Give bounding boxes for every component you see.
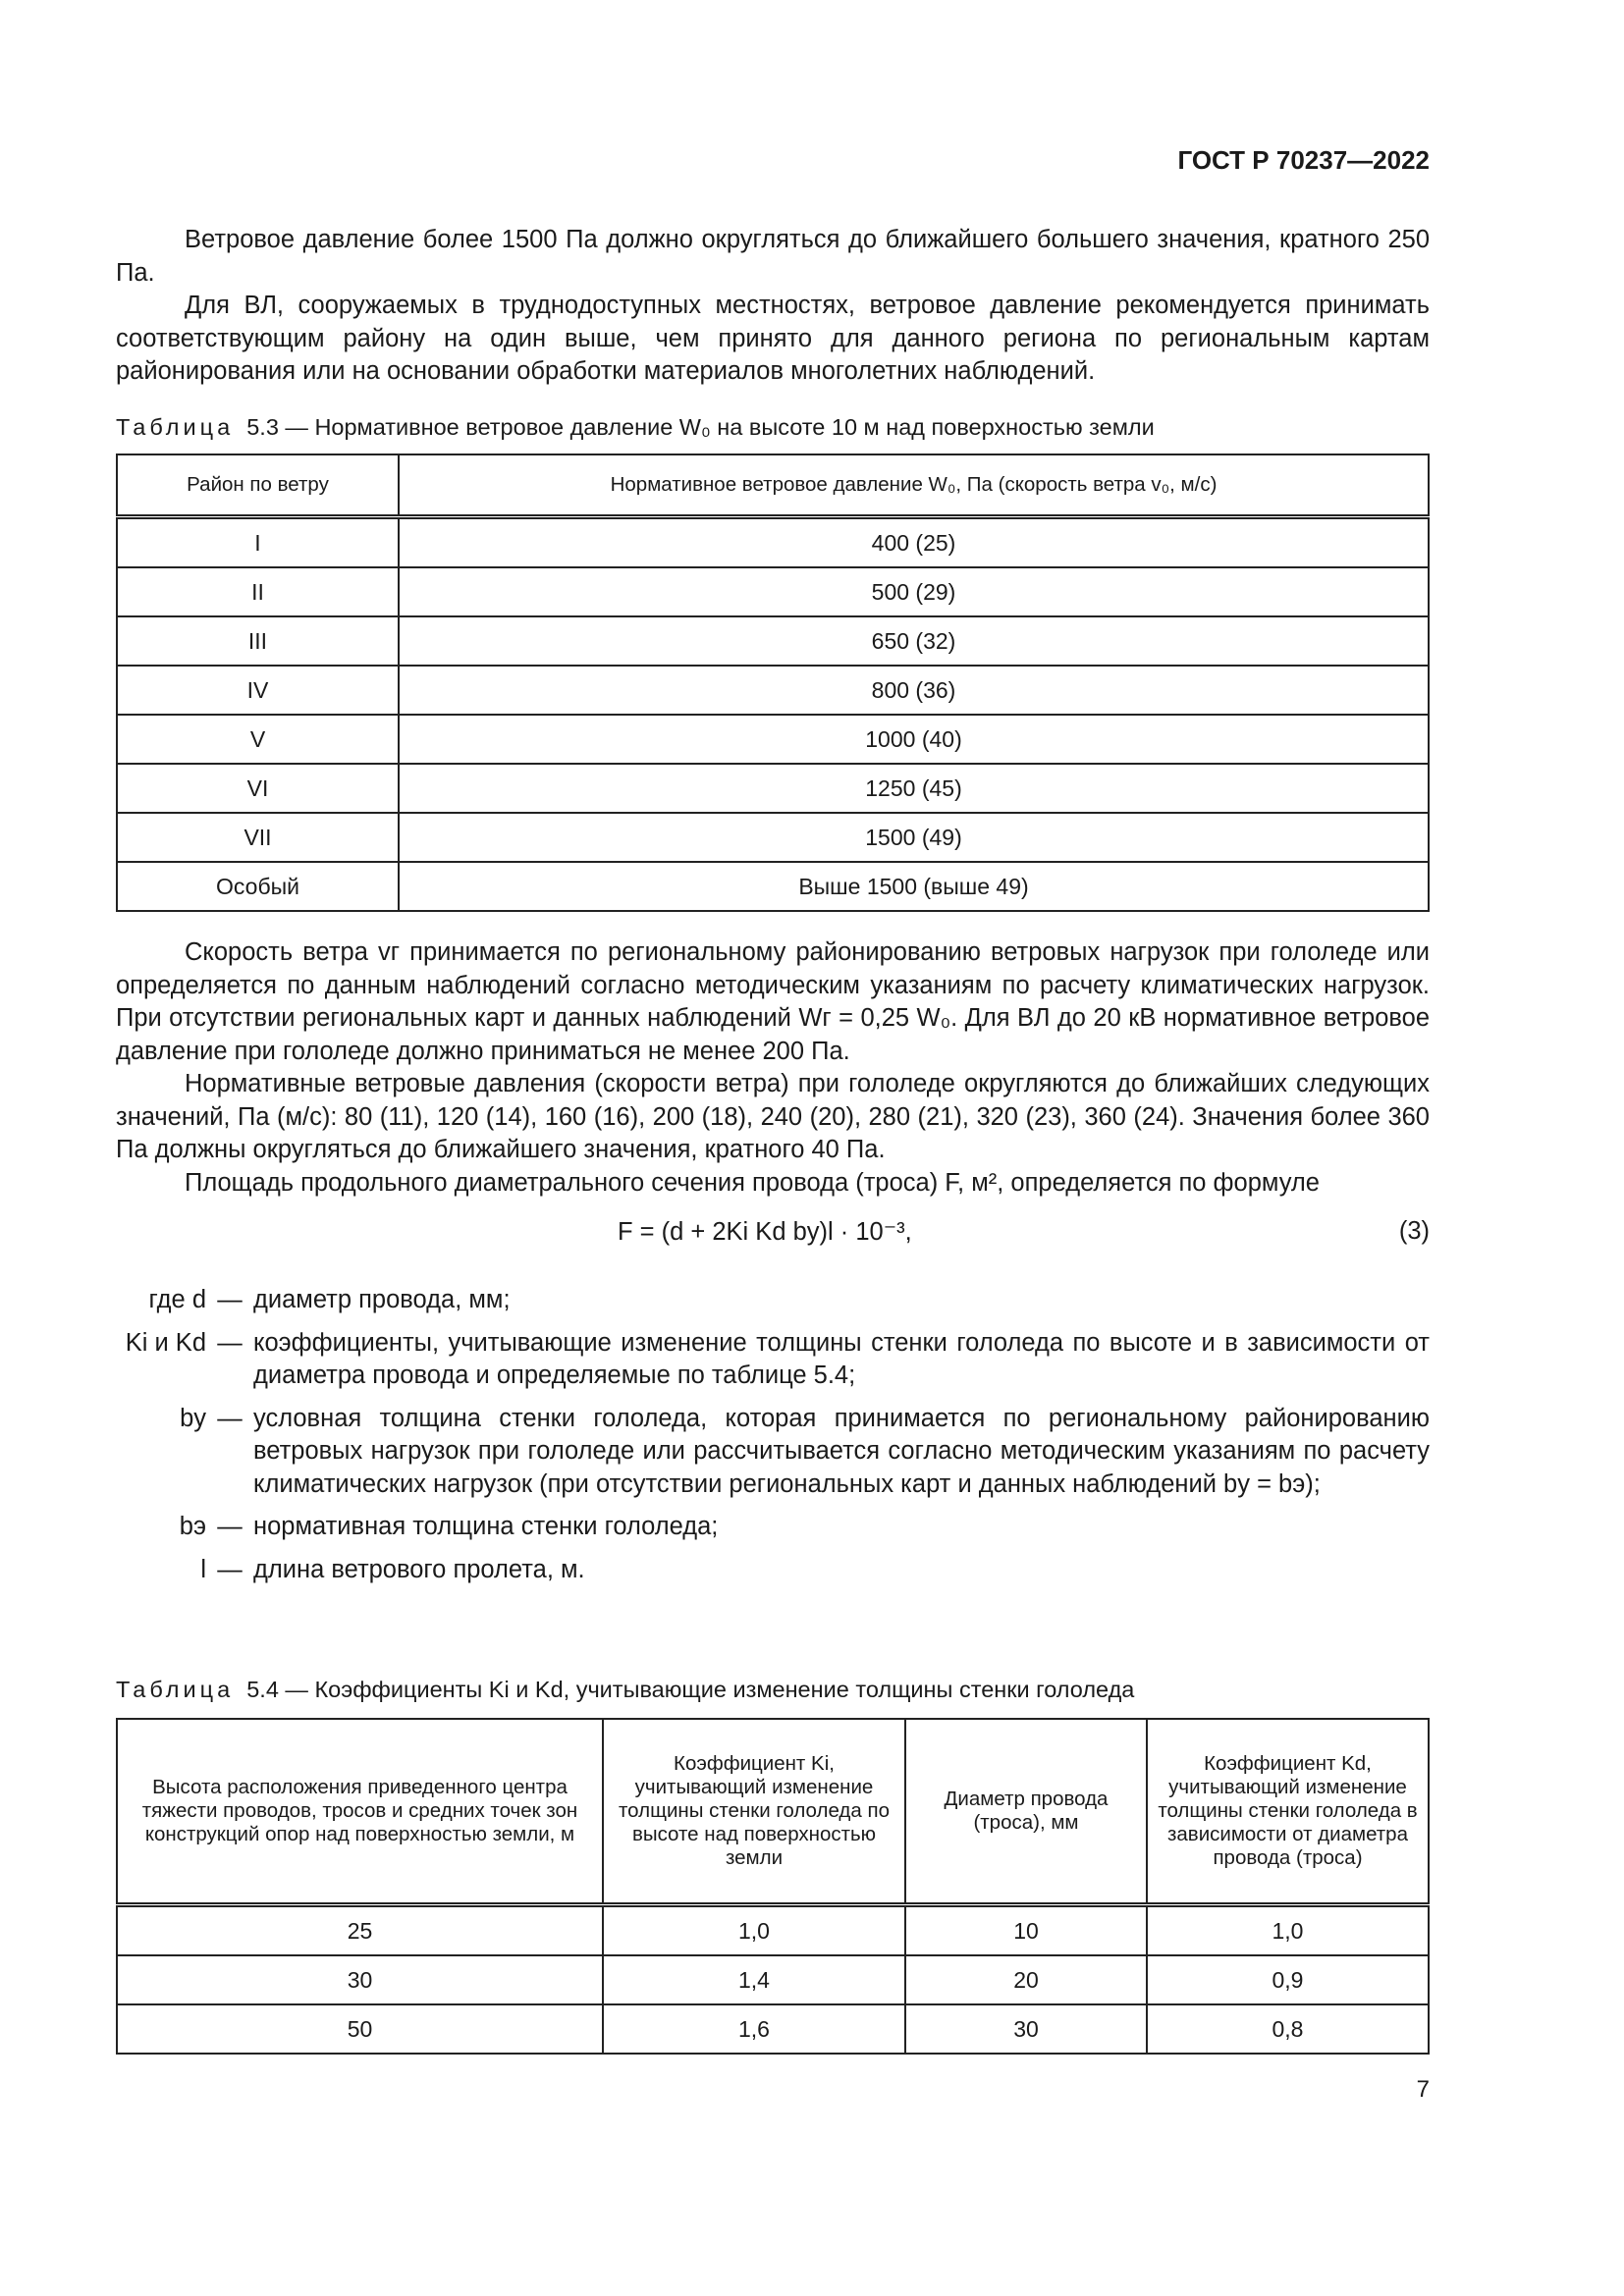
header-cell: Диаметр провода (троса), мм xyxy=(905,1719,1147,1905)
table-row xyxy=(117,1905,1429,1956)
caption-text: 5.4 — Коэффициенты Ki и Kd, учитывающие изменение толщины стенки гололеда xyxy=(246,1677,1135,1702)
table-cell: II xyxy=(117,567,399,616)
table-cell: 1000 (40) xyxy=(399,715,1429,764)
table-cell: 500 (29) xyxy=(399,567,1429,616)
table-cell: 800 (36) xyxy=(399,666,1429,715)
header-cell: Нормативное ветровое давление W₀, Па (скорость ветра v₀, м/с) xyxy=(399,454,1429,517)
table-cell: Особый xyxy=(117,862,399,911)
definition-item xyxy=(116,1403,1430,1502)
definition-dash: — xyxy=(217,1555,243,1583)
table-row xyxy=(117,517,1429,568)
definition-dash: — xyxy=(217,1328,243,1357)
paragraph: Нормативные ветровые давления (скорости ветра) при гололеде округляются до ближайших следующих значений, Па (м/с): 80 (11), 120 (14), 160 (16), 200 (18), 240 (20), 280 (21), 320 (23), 360 (24). Значения более 360 Па должны округляться до ближайшего значения, кратного 40 Па. xyxy=(116,1070,1430,1163)
caption-text: 5.3 — Нормативное ветровое давление W₀ на высоте 10 м над поверхностью земли xyxy=(246,414,1155,440)
definition-text: длина ветрового пролета, м. xyxy=(253,1555,585,1583)
definition-text: условная толщина стенки гололеда, которая принимается по региональному районированию ветровых нагрузок при гололеде или рассчитывается согласно методическим указаниям по расчету климатических нагрузок (при отсутствии региональных карт и данных наблюдений bу = bэ); xyxy=(253,1404,1430,1498)
table-cell: 50 xyxy=(117,2004,603,2054)
definition-dash: — xyxy=(217,1513,243,1540)
table-row xyxy=(117,2004,1429,2054)
table-header-row xyxy=(117,454,1429,517)
formula-3: F = (d + 2Ki Kd bу)l · 10⁻³, xyxy=(618,1218,912,1246)
table-row xyxy=(117,1955,1429,2004)
paragraph: Ветровое давление более 1500 Па должно округляться до ближайшего большего значения, кратного 250 Па. xyxy=(116,226,1430,287)
header-cell: Коэффициент Ki, учитывающий изменение толщины стенки гололеда по высоте над поверхностью земли xyxy=(603,1719,905,1905)
body-paragraphs xyxy=(116,936,1430,1200)
caption-label: Таблица xyxy=(116,1677,235,1702)
table-cell: 1250 (45) xyxy=(399,764,1429,813)
table-row xyxy=(117,666,1429,715)
document-code-header: ГОСТ Р 70237—2022 xyxy=(1177,145,1430,175)
definition-item xyxy=(116,1511,1430,1544)
formula-definitions xyxy=(116,1284,1430,1596)
table-cell: 1,6 xyxy=(603,2004,905,2054)
table-5-4-caption xyxy=(116,1677,1134,1703)
definition-symbol: Ki и Kd xyxy=(125,1328,206,1357)
table-cell: 650 (32) xyxy=(399,616,1429,666)
table-cell: I xyxy=(117,517,399,568)
definition-text: диаметр провода, мм; xyxy=(253,1286,511,1313)
definition-dash: — xyxy=(217,1286,243,1313)
definition-text: нормативная толщина стенки гололеда; xyxy=(253,1513,719,1540)
table-cell: Выше 1500 (выше 49) xyxy=(399,862,1429,911)
paragraph: Для ВЛ, сооружаемых в труднодоступных местностях, ветровое давление рекомендуется принимать соответствующим району на один выше, чем принято для данного региона по региональным картам районирования или на основании обработки материалов многолетних наблюдений. xyxy=(116,292,1430,385)
definition-item xyxy=(116,1327,1430,1393)
paragraph: Площадь продольного диаметрального сечения провода (троса) F, м², определяется по формуле xyxy=(185,1168,1320,1197)
definition-item xyxy=(116,1554,1430,1587)
table-5-4 xyxy=(116,1718,1430,2055)
paragraph: Скорость ветра vг принимается по региональному районированию ветровых нагрузок при гололеде или определяется по данным наблюдений согласно методическим указаниям по расчету климатических нагрузок. При отсутствии региональных карт и данных наблюдений Wг = 0,25 W₀. Для ВЛ до 20 кВ нормативное ветровое давление при гололеде должно приниматься не менее 200 Па. xyxy=(116,938,1430,1065)
table-row xyxy=(117,813,1429,862)
table-cell: 0,9 xyxy=(1147,1955,1429,2004)
definition-text: коэффициенты, учитывающие изменение толщины стенки гололеда по высоте и в зависимости от диаметра провода и определяемые по таблице 5.4; xyxy=(253,1328,1430,1389)
table-cell: VII xyxy=(117,813,399,862)
definition-symbol: где d xyxy=(148,1286,206,1313)
definition-symbol: l xyxy=(200,1555,206,1583)
table-5-3-caption xyxy=(116,414,1155,441)
formula-number: (3) xyxy=(1398,1217,1430,1245)
table-row xyxy=(117,862,1429,911)
table-cell: 25 xyxy=(117,1905,603,1956)
definition-symbol: bу xyxy=(180,1404,206,1432)
table-cell: V xyxy=(117,715,399,764)
table-cell: III xyxy=(117,616,399,666)
page-number: 7 xyxy=(1416,2076,1430,2103)
table-cell: 1,0 xyxy=(1147,1905,1429,1956)
table-row xyxy=(117,764,1429,813)
table-header-row xyxy=(117,1719,1429,1905)
table-cell: 30 xyxy=(905,2004,1147,2054)
table-row xyxy=(117,616,1429,666)
definition-symbol: bэ xyxy=(179,1513,206,1540)
header-cell: Район по ветру xyxy=(117,454,399,517)
table-row xyxy=(117,715,1429,764)
table-cell: IV xyxy=(117,666,399,715)
table-cell: 400 (25) xyxy=(399,517,1429,568)
table-cell: 10 xyxy=(905,1905,1147,1956)
table-cell: 1,4 xyxy=(603,1955,905,2004)
table-5-3 xyxy=(116,454,1430,912)
table-cell: 30 xyxy=(117,1955,603,2004)
caption-label: Таблица xyxy=(116,414,235,440)
table-cell: 20 xyxy=(905,1955,1147,2004)
table-cell: 1,0 xyxy=(603,1905,905,1956)
intro-paragraphs xyxy=(116,224,1430,389)
definition-item xyxy=(116,1284,1430,1317)
header-cell: Коэффициент Kd, учитывающий изменение толщины стенки гололеда в зависимости от диаметра провода (троса) xyxy=(1147,1719,1429,1905)
table-row xyxy=(117,567,1429,616)
definition-dash: — xyxy=(217,1404,243,1432)
table-cell: 0,8 xyxy=(1147,2004,1429,2054)
table-cell: 1500 (49) xyxy=(399,813,1429,862)
table-cell: VI xyxy=(117,764,399,813)
header-cell: Высота расположения приведенного центра тяжести проводов, тросов и средних точек зон конструкций опор над поверхностью земли, м xyxy=(117,1719,603,1905)
